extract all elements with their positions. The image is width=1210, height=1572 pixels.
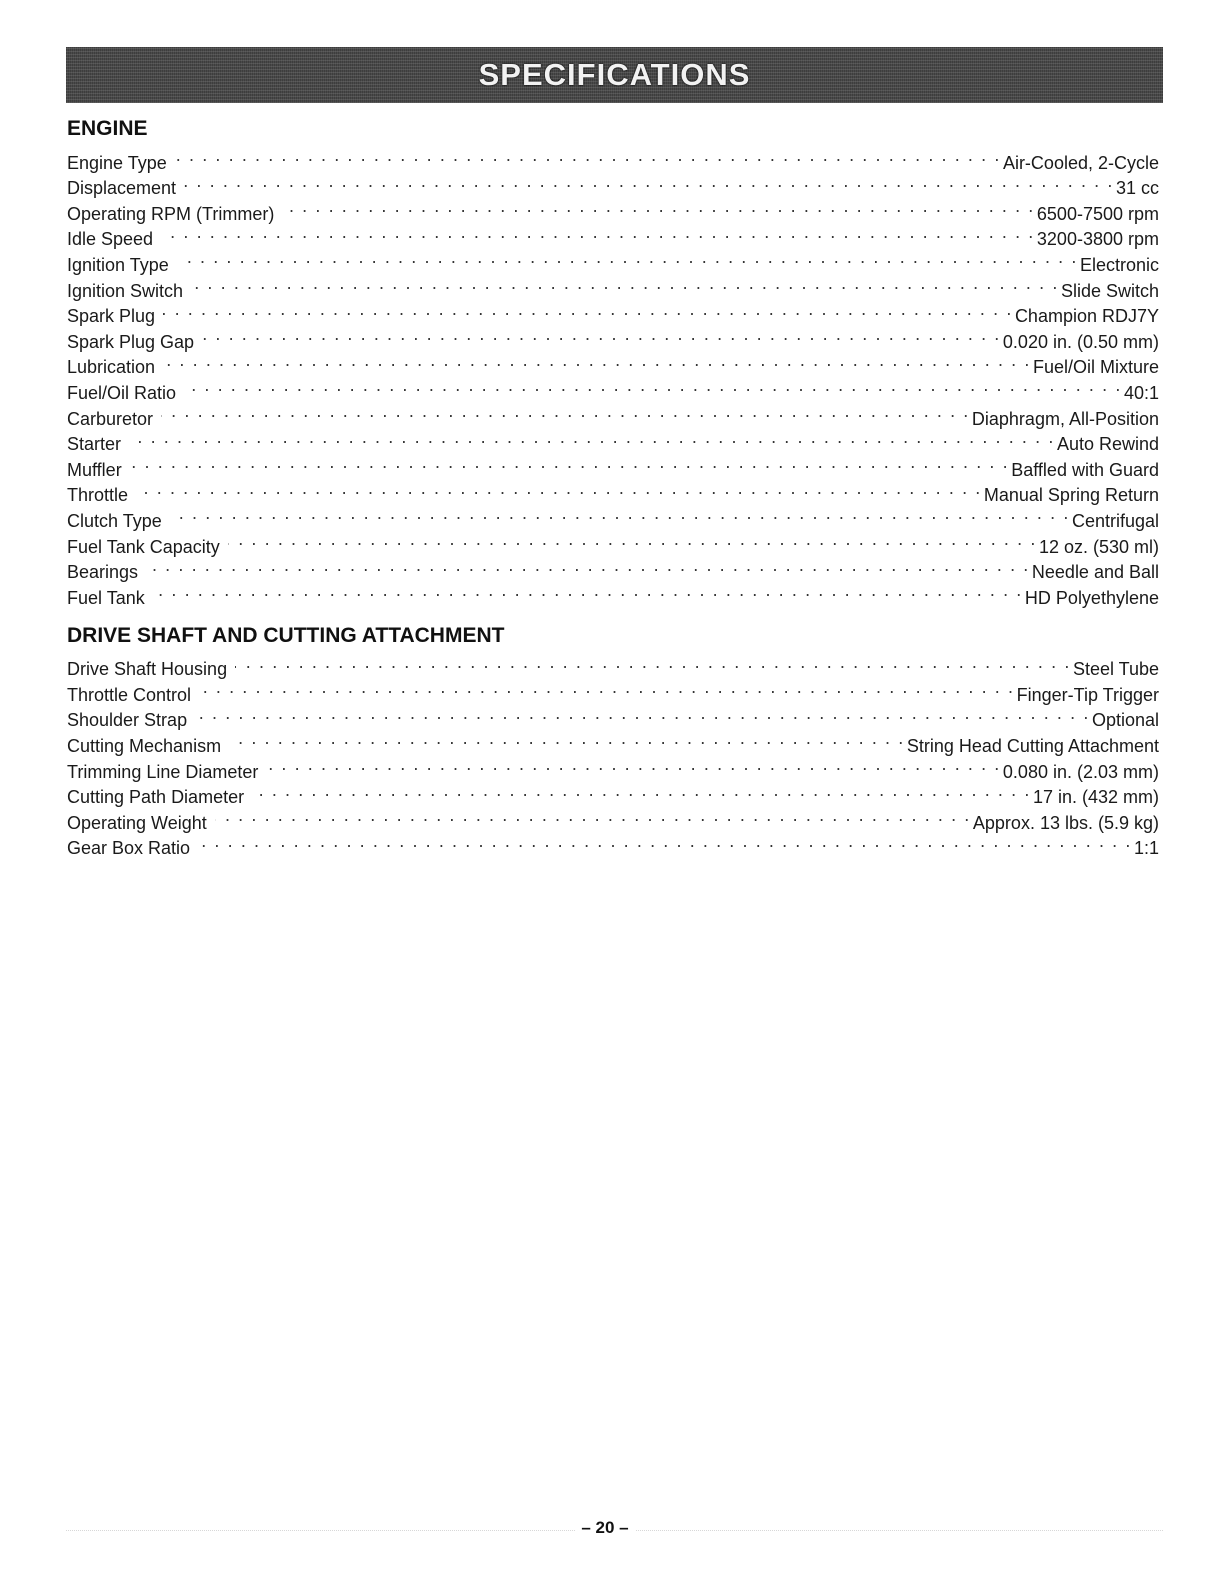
specifications-banner	[66, 47, 1163, 103]
spec-value: 1:1	[1133, 838, 1159, 859]
spec-label: Clutch Type	[67, 510, 162, 531]
spec-label: Starter	[67, 434, 122, 455]
spec-value: HD Polyethylene	[1024, 587, 1159, 608]
spec-label: Fuel Tank	[67, 587, 145, 608]
spec-label: Bearings	[67, 562, 139, 583]
spec-value: Electronic	[1079, 254, 1159, 275]
spec-label: Fuel/Oil Ratio	[67, 382, 177, 403]
spec-value: 0.080 in. (2.03 mm)	[1002, 761, 1159, 782]
dot-leader	[161, 399, 970, 425]
spec-value: 17 in. (432 mm)	[1032, 787, 1159, 808]
spec-row	[67, 220, 1159, 250]
spec-value: 31 cc	[1115, 178, 1159, 199]
spec-value: 0.020 in. (0.50 mm)	[1002, 331, 1159, 352]
spec-row	[67, 650, 1159, 680]
spec-row	[67, 271, 1159, 301]
spec-row	[67, 829, 1159, 859]
specifications-content	[67, 115, 1159, 859]
spec-label: Muffler	[67, 459, 122, 480]
drive-shaft-spec-list	[67, 650, 1159, 859]
spec-label: Lubrication	[67, 357, 156, 378]
spec-label: Carburetor	[67, 408, 154, 429]
spec-label: Cutting Mechanism	[67, 736, 222, 757]
dot-leader	[266, 752, 1001, 778]
dot-leader	[153, 578, 1023, 604]
dot-leader	[129, 425, 1055, 451]
spec-label: Throttle	[67, 485, 129, 506]
dot-leader	[198, 829, 1132, 855]
spec-row	[67, 675, 1159, 705]
spec-value: Optional	[1091, 710, 1159, 731]
engine-spec-list	[67, 143, 1159, 608]
dot-leader	[229, 726, 905, 752]
spec-value: Approx. 13 lbs. (5.9 kg)	[972, 812, 1159, 833]
spec-value: Auto Rewind	[1056, 434, 1159, 455]
spec-value: Needle and Ball	[1031, 562, 1159, 583]
spec-value: Manual Spring Return	[983, 485, 1159, 506]
dot-leader	[191, 271, 1059, 297]
spec-label: Throttle Control	[67, 684, 192, 705]
spec-label: Drive Shaft Housing	[67, 659, 228, 680]
spec-label: Operating RPM (Trimmer)	[67, 203, 275, 224]
spec-label: Spark Plug Gap	[67, 331, 195, 352]
spec-value: Fuel/Oil Mixture	[1032, 357, 1159, 378]
spec-row	[67, 245, 1159, 275]
dot-leader	[235, 650, 1071, 676]
page-title: SPECIFICATIONS	[478, 57, 751, 92]
spec-row	[67, 373, 1159, 403]
page-number-text: – 20 –	[575, 1518, 634, 1537]
spec-row	[67, 752, 1159, 782]
spec-row	[67, 194, 1159, 224]
spec-row	[67, 425, 1159, 455]
dot-leader	[215, 803, 971, 829]
dot-leader	[130, 450, 1010, 476]
spec-value: Slide Switch	[1060, 280, 1159, 301]
dot-leader	[184, 169, 1114, 195]
spec-value: Steel Tube	[1072, 659, 1159, 680]
spec-label: Cutting Path Diameter	[67, 787, 245, 808]
spec-label: Operating Weight	[67, 812, 207, 833]
spec-value: Air-Cooled, 2-Cycle	[1002, 152, 1159, 173]
spec-row	[67, 143, 1159, 173]
spec-label: Shoulder Strap	[67, 710, 188, 731]
dot-leader	[163, 297, 1013, 323]
spec-row	[67, 501, 1159, 531]
spec-label: Trimming Line Diameter	[67, 761, 259, 782]
spec-value: Diaphragm, All-Position	[971, 408, 1159, 429]
section-title-engine: ENGINE	[67, 117, 148, 140]
section-spacer	[67, 604, 1159, 622]
spec-value: Centrifugal	[1071, 510, 1159, 531]
dot-leader	[252, 778, 1031, 804]
spec-label: Ignition Type	[67, 254, 169, 275]
dot-leader	[184, 373, 1122, 399]
spec-row	[67, 450, 1159, 480]
dot-leader	[202, 322, 1001, 348]
dot-leader	[228, 527, 1037, 553]
spec-value: 3200-3800 rpm	[1036, 229, 1159, 250]
dot-leader	[177, 245, 1078, 271]
dot-leader	[195, 701, 1090, 727]
dot-leader	[136, 476, 982, 502]
dot-leader	[161, 220, 1035, 246]
spec-value: 6500-7500 rpm	[1036, 203, 1159, 224]
spec-value: 12 oz. (530 ml)	[1038, 536, 1159, 557]
spec-row	[67, 399, 1159, 429]
spec-row	[67, 348, 1159, 378]
spec-label: Spark Plug	[67, 306, 156, 327]
spec-value: 40:1	[1123, 382, 1159, 403]
spec-row	[67, 527, 1159, 557]
spec-label: Ignition Switch	[67, 280, 184, 301]
spec-row	[67, 701, 1159, 731]
spec-row	[67, 553, 1159, 583]
dot-leader	[199, 675, 1015, 701]
spec-label: Idle Speed	[67, 229, 154, 250]
spec-row	[67, 803, 1159, 833]
dot-leader	[170, 501, 1070, 527]
spec-label: Gear Box Ratio	[67, 838, 191, 859]
spec-row	[67, 578, 1159, 608]
dot-leader	[175, 143, 1001, 169]
spec-row	[67, 297, 1159, 327]
dot-leader	[163, 348, 1031, 374]
spec-value: Champion RDJ7Y	[1014, 306, 1159, 327]
spec-row	[67, 726, 1159, 757]
spec-row	[67, 169, 1159, 199]
dot-leader	[282, 194, 1035, 220]
page-number	[0, 1518, 1210, 1538]
spec-value: Finger-Tip Trigger	[1016, 684, 1159, 705]
spec-row	[67, 322, 1159, 352]
spec-label: Fuel Tank Capacity	[67, 536, 220, 557]
spec-value: Baffled with Guard	[1011, 459, 1159, 480]
spec-label: Displacement	[67, 178, 177, 199]
spec-value: String Head Cutting Attachment	[906, 736, 1159, 757]
section-title-drive-shaft: DRIVE SHAFT AND CUTTING ATTACHMENT	[67, 623, 505, 647]
spec-label: Engine Type	[67, 152, 167, 173]
dot-leader	[146, 553, 1030, 579]
spec-row	[67, 476, 1159, 506]
